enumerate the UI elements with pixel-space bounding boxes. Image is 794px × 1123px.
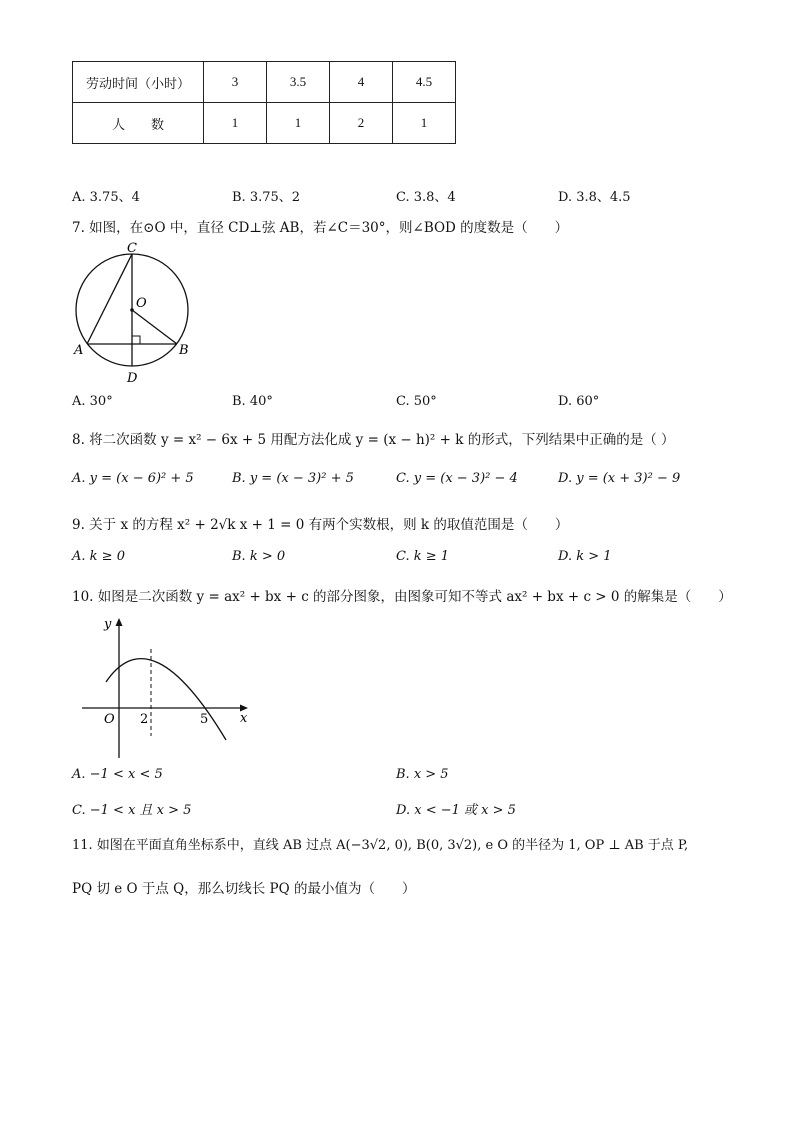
labor-time-table [72,61,456,144]
q7-option-b: B. 40° [232,394,273,409]
table-cell: 4.5 [393,62,456,103]
center-point [130,308,134,312]
table-cell: 3 [204,62,267,103]
q10-option-d: D. x < −1 或 x > 5 [396,803,516,818]
q10-stem: 10. 如图是二次函数 y = ax² + bx + c 的部分图象，由图象可知不等式 ax² + bx + c > 0 的解集是（ ） [72,589,732,605]
label-origin: O [104,712,115,727]
q7-stem: 7. 如图，在⊙O 中，直径 CD⊥弦 AB，若∠C＝30°，则∠BOD 的度数是（ ） [72,220,569,236]
table-cell: 1 [393,103,456,144]
q6-option-c: C. 3.8、4 [396,190,456,205]
q9-option-c: C. k ≥ 1 [396,549,450,564]
table-row [73,62,456,103]
q6-option-d: D. 3.8、4.5 [558,190,631,205]
q7-option-c: C. 50° [396,394,437,409]
q11-stem-line2: PQ 切 e O 于点 Q，那么切线长 PQ 的最小值为（ ） [72,881,416,897]
label-a: A [74,343,84,358]
table-cell: 3.5 [267,62,330,103]
table-cell: 1 [267,103,330,144]
q7-option-a: A. 30° [72,394,113,409]
label-x: x [240,711,248,726]
table-cell: 4 [330,62,393,103]
y-axis-arrow [116,618,123,626]
q8-stem: 8. 将二次函数 y = x² − 6x + 5 用配方法化成 y = (x − h)² + k 的形式，下列结果中正确的是（ ） [72,432,675,448]
parabola-curve [106,659,226,740]
label-o: O [136,296,147,311]
q8-option-c: C. y = (x − 3)² − 4 [396,471,518,486]
label-c: C [127,241,137,256]
q9-option-a: A. k ≥ 0 [72,549,125,564]
q9-stem: 9. 关于 x 的方程 x² + 2√k x + 1 = 0 有两个实数根，则 k 的取值范围是（ ） [72,517,569,533]
q6-option-a: A. 3.75、4 [72,190,140,205]
label-y: y [104,617,112,632]
table-cell: 2 [330,103,393,144]
q10-parabola-graph [78,612,258,762]
right-angle-mark [132,336,140,344]
label-five: 5 [200,712,209,727]
segment-ob [132,310,177,344]
q7-option-d: D. 60° [558,394,600,409]
label-b: B [179,343,189,358]
table-cell: 人 数 [73,103,204,144]
label-two: 2 [140,712,149,727]
q10-option-b: B. x > 5 [396,767,449,782]
table-cell: 劳动时间（小时） [73,62,204,103]
q8-option-b: B. y = (x − 3)² + 5 [232,471,354,486]
q8-option-a: A. y = (x − 6)² + 5 [72,471,194,486]
q10-option-c: C. −1 < x 且 x > 5 [72,803,192,818]
q10-option-a: A. −1 < x < 5 [72,767,163,782]
table-cell: 1 [204,103,267,144]
q11-stem-line1: 11. 如图在平面直角坐标系中，直线 AB 过点 A(−3√2, 0), B(0, 3√2), e O 的半径为 1, OP ⊥ AB 于点 P, [72,838,689,853]
q6-option-b: B. 3.75、2 [232,190,301,205]
table-row [73,103,456,144]
q9-option-b: B. k > 0 [232,549,286,564]
q8-option-d: D. y = (x + 3)² − 9 [558,471,681,486]
q7-circle-figure [70,240,200,385]
q9-option-d: D. k > 1 [558,549,612,564]
label-d: D [127,371,138,386]
segment-ac [87,254,132,344]
